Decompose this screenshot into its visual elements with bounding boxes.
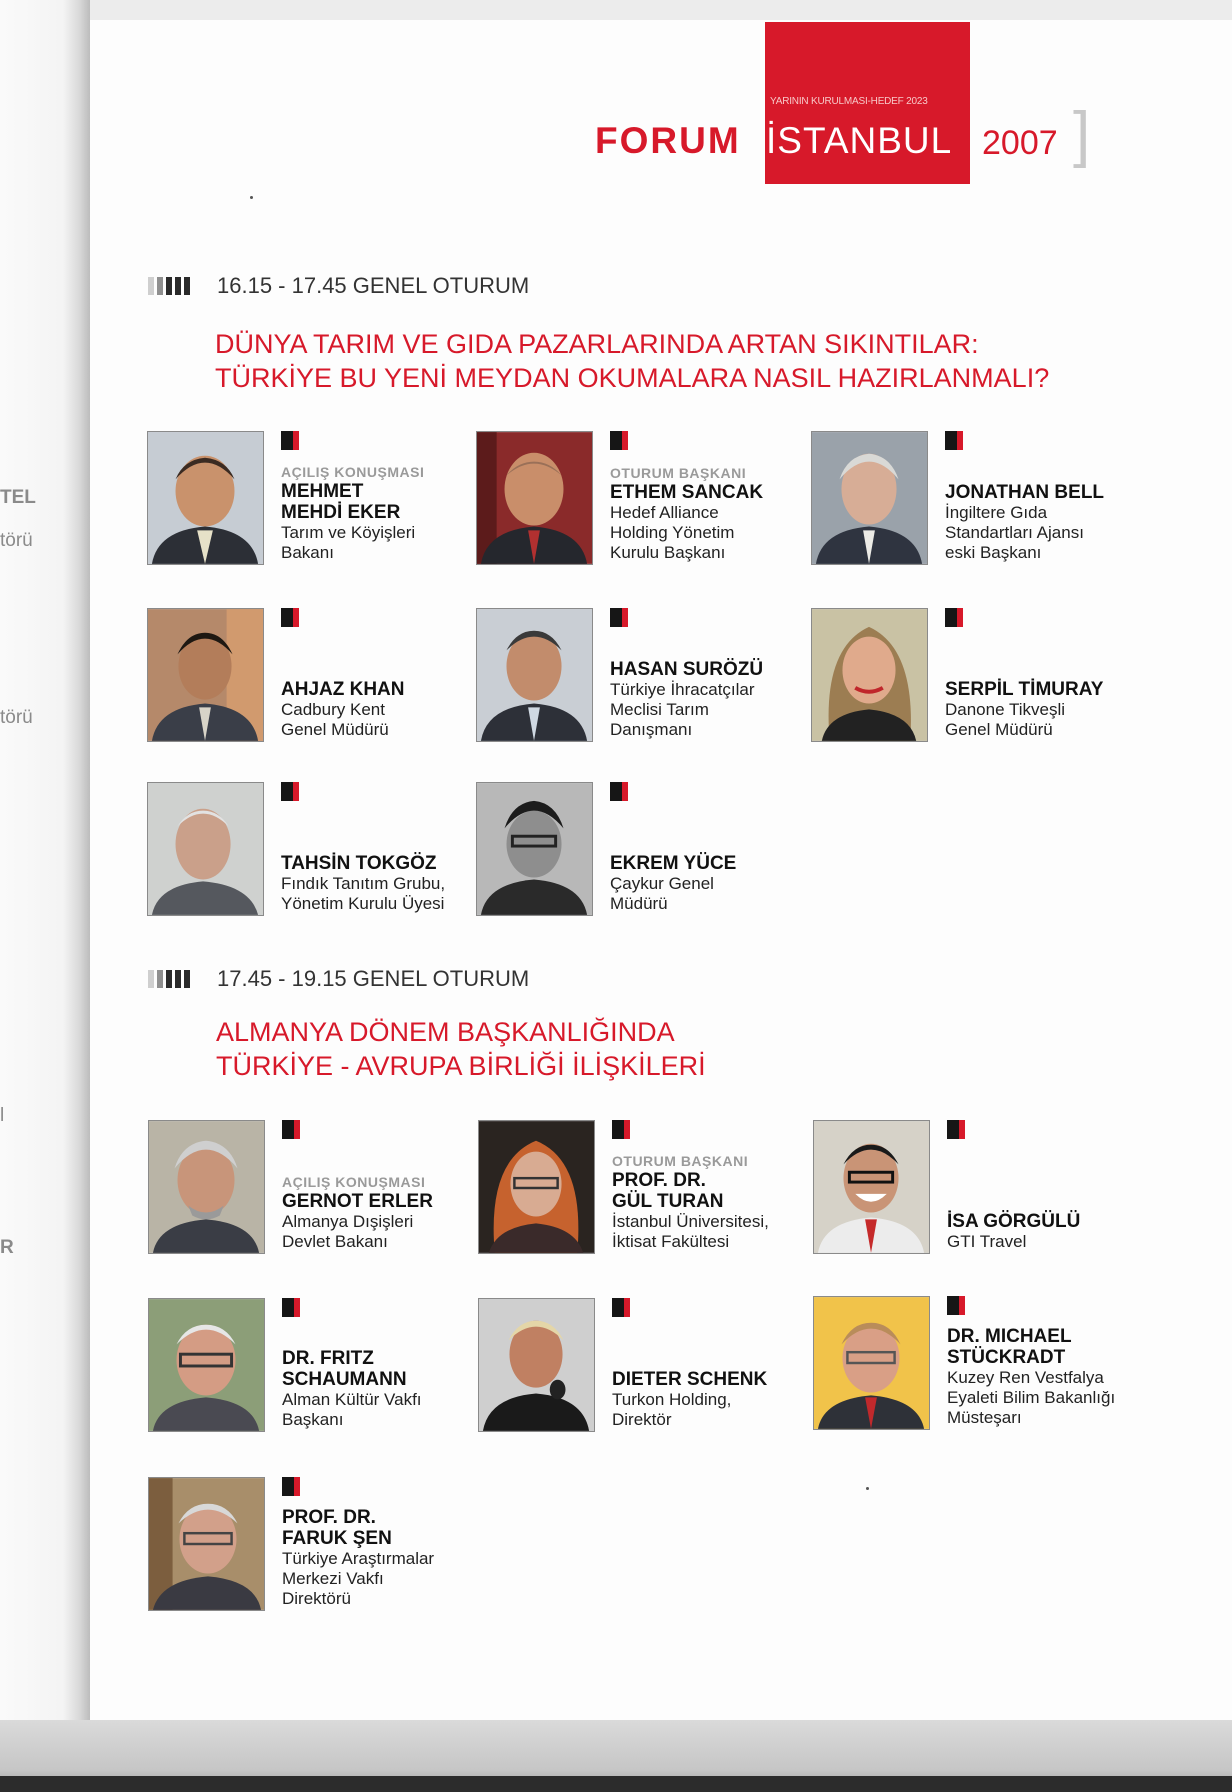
speaker-title: Çaykur Genel Müdürü: [610, 874, 714, 913]
speaker-marker: [281, 608, 299, 627]
speaker-card: [811, 608, 1141, 742]
speaker-photo: [811, 608, 928, 742]
speaker-photo: [811, 431, 928, 565]
speaker-card: [811, 431, 1141, 565]
speaker-text: [281, 679, 471, 740]
speaker-card: [813, 1120, 1143, 1254]
speaker-name: DIETER SCHENK: [612, 1369, 768, 1390]
speaker-photo: [148, 1120, 265, 1254]
speaker-name: HASAN SURÖZÜ: [610, 659, 764, 680]
session-time: 17.45 - 19.15 GENEL OTURUM: [217, 966, 530, 991]
logo-bracket: ]: [1073, 100, 1091, 169]
speaker-title: Türkiye Araştırmalar Merkezi Vakfı Direktörü: [282, 1549, 435, 1608]
speaker-name: ETHEM SANCAK: [610, 482, 764, 503]
speaker-text: [281, 464, 471, 563]
speaker-title: Tarım ve Köyişleri Bakanı: [281, 523, 416, 562]
speaker-card: [478, 1120, 808, 1254]
speaker-photo: [476, 782, 593, 916]
speaker-text: [612, 1369, 802, 1430]
speaker-photo: [476, 608, 593, 742]
speaker-marker: [612, 1120, 630, 1139]
speaker-marker: [945, 608, 963, 627]
speaker-marker: [945, 431, 963, 450]
speaker-name: TAHSİN TOKGÖZ: [281, 853, 437, 874]
speaker-text: [610, 465, 800, 563]
speaker-photo: [147, 608, 264, 742]
speaker-marker: [612, 1298, 630, 1317]
speaker-title: Cadbury Kent Genel Müdürü: [281, 700, 389, 739]
speaker-name: MEHMET MEHDİ EKER: [281, 481, 401, 523]
speaker-role: OTURUM BAŞKANI: [612, 1153, 749, 1169]
speaker-name: JONATHAN BELL: [945, 482, 1105, 503]
speaker-title: Kuzey Ren Vestfalya Eyaleti Bilim Bakanlığı Müsteşarı: [947, 1368, 1116, 1427]
speaker-text: [282, 1174, 472, 1252]
speaker-title: GTI Travel: [947, 1232, 1027, 1251]
speaker-text: [282, 1348, 472, 1430]
speaker-title: Fındık Tanıtım Grubu, Yönetim Kurulu Üyesi: [281, 874, 446, 913]
speaker-title: Almanya Dışişleri Devlet Bakanı: [282, 1212, 414, 1251]
speaker-card: [478, 1298, 808, 1432]
speaker-photo: [148, 1477, 265, 1611]
speaker-card: [813, 1296, 1143, 1430]
speaker-name: SERPİL TİMURAY: [945, 679, 1104, 700]
speaker-marker: [610, 431, 628, 450]
speaker-marker: [610, 782, 628, 801]
session-time: 16.15 - 17.45 GENEL OTURUM: [217, 273, 530, 298]
speaker-role: AÇILIŞ KONUŞMASI: [281, 464, 425, 480]
speaker-text: [947, 1211, 1137, 1252]
speaker-title: Türkiye İhracatçılar Meclisi Tarım Danışmanı: [610, 680, 755, 739]
speaker-photo: [147, 431, 264, 565]
speaker-text: [610, 853, 800, 914]
speaker-marker: [282, 1120, 300, 1139]
speaker-photo: [148, 1298, 265, 1432]
speck: [866, 1487, 869, 1490]
logo-tagline: YARININ KURULMASI-HEDEF 2023: [770, 96, 928, 107]
speaker-marker: [281, 782, 299, 801]
speaker-text: [281, 853, 471, 914]
speaker-role: OTURUM BAŞKANI: [610, 465, 747, 481]
speaker-text: [282, 1507, 472, 1609]
session-title-line2: TÜRKİYE - AVRUPA BİRLİĞİ İLİŞKİLERİ: [216, 1051, 706, 1081]
speaker-title: Hedef Alliance Holding Yönetim Kurulu Başkanı: [610, 503, 735, 562]
speaker-name: AHJAZ KHAN: [281, 679, 405, 700]
speaker-text: [610, 659, 800, 740]
bottom-edge-line: [0, 1776, 1232, 1792]
speaker-title: Turkon Holding, Direktör: [612, 1390, 732, 1429]
speaker-card: [148, 1120, 478, 1254]
session-bars-icon: [148, 277, 190, 295]
edge-fragment: TEL: [0, 487, 36, 508]
speaker-name: DR. MICHAEL STÜCKRADT: [947, 1326, 1072, 1368]
speaker-photo: [478, 1298, 595, 1432]
speaker-name: PROF. DR. GÜL TURAN: [612, 1170, 724, 1212]
edge-fragment: l: [0, 1105, 5, 1126]
speaker-title: Danone Tikveşli Genel Müdürü: [945, 700, 1066, 739]
speaker-name: GERNOT ERLER: [282, 1191, 433, 1212]
speaker-title: Alman Kültür Vakfı Başkanı: [282, 1390, 422, 1429]
logo-istanbul: İSTANBUL: [766, 120, 953, 161]
speaker-name: DR. FRITZ SCHAUMANN: [282, 1348, 407, 1390]
speaker-text: [612, 1153, 802, 1252]
logo-year: 2007: [982, 124, 1058, 162]
speaker-photo: [147, 782, 264, 916]
session-bars-icon: [148, 970, 190, 988]
session-title-line1: ALMANYA DÖNEM BAŞKANLIĞINDA: [216, 1017, 675, 1047]
speaker-marker: [282, 1298, 300, 1317]
speaker-marker: [610, 608, 628, 627]
speaker-marker: [282, 1477, 300, 1496]
speaker-photo: [478, 1120, 595, 1254]
speaker-title: İngiltere Gıda Standartları Ajansı eski Başkanı: [945, 503, 1084, 562]
speaker-marker: [947, 1120, 965, 1139]
speaker-photo: [813, 1120, 930, 1254]
speaker-role: AÇILIŞ KONUŞMASI: [282, 1174, 426, 1190]
speaker-name: İSA GÖRGÜLÜ: [947, 1211, 1081, 1232]
edge-fragment: törü: [0, 707, 33, 728]
speaker-title: İstanbul Üniversitesi, İktisat Fakültesi: [612, 1212, 769, 1251]
speck: [250, 196, 253, 199]
speaker-marker: [947, 1296, 965, 1315]
session-title-line1: DÜNYA TARIM VE GIDA PAZARLARINDA ARTAN SIKINTILAR:: [215, 329, 979, 359]
speaker-text: [945, 482, 1135, 563]
speaker-card: [147, 782, 477, 916]
speaker-photo: [476, 431, 593, 565]
speaker-marker: [281, 431, 299, 450]
speaker-card: [147, 431, 477, 565]
speaker-card: [476, 431, 806, 565]
book-spine: [0, 0, 90, 1792]
speaker-card: [476, 782, 806, 916]
speaker-card: [476, 608, 806, 742]
speaker-text: [945, 679, 1135, 740]
edge-fragment: törü: [0, 530, 33, 551]
speaker-card: [147, 608, 477, 742]
speaker-name: EKREM YÜCE: [610, 853, 737, 874]
session-title-line2: TÜRKİYE BU YENİ MEYDAN OKUMALARA NASIL HAZIRLANMALI?: [215, 363, 1050, 393]
speaker-card: [148, 1477, 478, 1611]
speaker-photo: [813, 1296, 930, 1430]
speaker-text: [947, 1326, 1137, 1428]
speaker-name: PROF. DR. FARUK ŞEN: [282, 1507, 392, 1549]
speaker-card: [148, 1298, 478, 1432]
edge-fragment: R: [0, 1237, 14, 1258]
logo-forum: FORUM: [595, 120, 741, 161]
